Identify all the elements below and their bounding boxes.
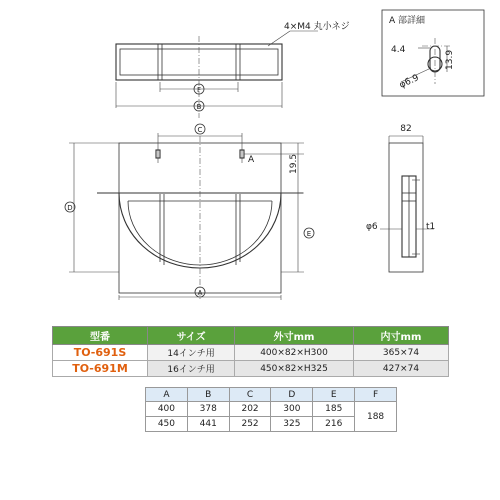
model-cell: TO-691S bbox=[53, 345, 148, 361]
spec-header-outer: 外寸mm bbox=[235, 327, 354, 345]
dim-table-header-row bbox=[146, 388, 397, 402]
dim-cell: 400 bbox=[146, 402, 188, 417]
detail-dim-b: 13.9 bbox=[445, 49, 455, 70]
dim-cell: 378 bbox=[187, 402, 229, 417]
inner-cell: 365×74 bbox=[353, 345, 448, 361]
spec-table bbox=[52, 326, 449, 377]
dim-header: F bbox=[355, 388, 397, 402]
label-a-marker: A bbox=[248, 155, 255, 165]
screw-note: 4×M4 丸小ネジ bbox=[284, 22, 350, 32]
spec-table-header-row bbox=[53, 327, 449, 345]
dim-cell: 216 bbox=[313, 417, 355, 432]
dim-cell: 202 bbox=[229, 402, 271, 417]
callout-c-label: C bbox=[197, 126, 203, 134]
inner-cell: 427×74 bbox=[353, 361, 448, 377]
spec-header-size: サイズ bbox=[148, 327, 235, 345]
size-cell: 14インチ用 bbox=[148, 345, 235, 361]
front-view bbox=[65, 124, 314, 300]
callout-e-label: E bbox=[306, 230, 312, 238]
dimension-table bbox=[145, 387, 397, 432]
table-row bbox=[53, 361, 449, 377]
table-row bbox=[53, 345, 449, 361]
dim-cell-f: 188 bbox=[355, 402, 397, 432]
detail-a-view bbox=[382, 10, 484, 96]
outer-cell: 450×82×H325 bbox=[235, 361, 354, 377]
spec-header-model: 型番 bbox=[53, 327, 148, 345]
side-view bbox=[366, 124, 435, 272]
detail-dim-a: 4.4 bbox=[391, 45, 406, 55]
dim-phi6: φ6 bbox=[366, 222, 378, 232]
dim-header: E bbox=[313, 388, 355, 402]
dim-cell: 450 bbox=[146, 417, 188, 432]
top-view bbox=[116, 20, 350, 118]
callout-b-label: B bbox=[196, 103, 202, 111]
outer-cell: 400×82×H300 bbox=[235, 345, 354, 361]
dim-header: D bbox=[271, 388, 313, 402]
dim-cell: 441 bbox=[187, 417, 229, 432]
callout-d-label: D bbox=[67, 204, 73, 212]
dim-cell: 300 bbox=[271, 402, 313, 417]
size-cell: 16インチ用 bbox=[148, 361, 235, 377]
callout-a-label: A bbox=[197, 289, 203, 297]
dim-cell: 185 bbox=[313, 402, 355, 417]
dim-cell: 325 bbox=[271, 417, 313, 432]
dim-header: A bbox=[146, 388, 188, 402]
dim-header: B bbox=[187, 388, 229, 402]
dim-t1: t1 bbox=[426, 222, 436, 232]
callout-f-label: F bbox=[196, 86, 202, 94]
dim-82: 82 bbox=[400, 124, 412, 134]
spec-header-inner: 内寸mm bbox=[353, 327, 448, 345]
model-cell: TO-691M bbox=[53, 361, 148, 377]
dim-header: C bbox=[229, 388, 271, 402]
dim-cell: 252 bbox=[229, 417, 271, 432]
dim-19-5: 19.5 bbox=[289, 153, 299, 174]
detail-title: A 部詳細 bbox=[389, 16, 426, 26]
table-row bbox=[146, 402, 397, 417]
detail-dim-c: φ6.9 bbox=[398, 73, 421, 91]
